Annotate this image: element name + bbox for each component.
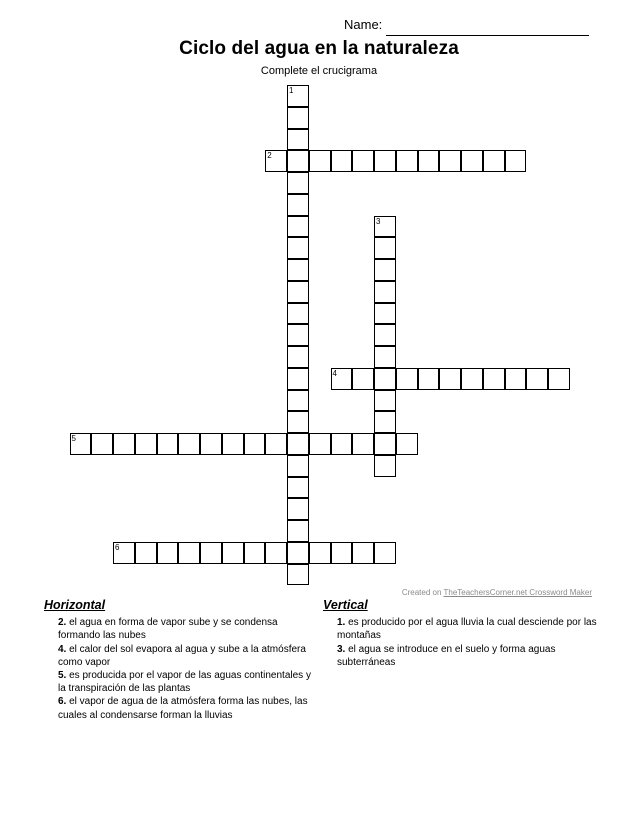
- clue-number: 2: [267, 151, 272, 161]
- grid-cell[interactable]: [374, 368, 396, 390]
- clue-item-text: es producida por el vapor de las aguas continentales y la transpiración de las plantas: [58, 670, 311, 695]
- name-line[interactable]: [386, 35, 589, 36]
- grid-cell[interactable]: [135, 433, 157, 455]
- grid-cell[interactable]: [157, 433, 179, 455]
- credit-prefix: Created on: [401, 588, 444, 597]
- grid-cell[interactable]: [396, 368, 418, 390]
- clue-item-number: 2.: [58, 617, 67, 629]
- grid-cell[interactable]: [309, 433, 331, 455]
- grid-cell[interactable]: [287, 150, 309, 172]
- across-clue-list: [44, 616, 312, 722]
- down-heading: Vertical: [323, 598, 368, 612]
- grid-cell[interactable]: [244, 542, 266, 564]
- grid-cell[interactable]: [374, 411, 396, 433]
- grid-cell[interactable]: [157, 542, 179, 564]
- grid-cell[interactable]: [374, 237, 396, 259]
- grid-cell[interactable]: [287, 433, 309, 455]
- down-clue-list: [323, 616, 599, 669]
- grid-cell[interactable]: [287, 368, 309, 390]
- grid-cell[interactable]: [287, 129, 309, 151]
- grid-cell[interactable]: [461, 368, 483, 390]
- grid-cell[interactable]: [287, 324, 309, 346]
- clue-number: 1: [289, 86, 294, 95]
- credit-link[interactable]: TheTeachersCorner.net Crossword Maker: [443, 588, 592, 597]
- clue-number: 4: [332, 368, 337, 378]
- grid-cell[interactable]: [439, 368, 461, 390]
- grid-cell[interactable]: [331, 150, 353, 172]
- clue-item-text: el calor del sol evapora al agua y sube a la atmósfera como vapor: [58, 643, 306, 668]
- grid-cell[interactable]: [505, 150, 527, 172]
- grid-cell[interactable]: [113, 433, 135, 455]
- page-subtitle: Complete el crucigrama: [260, 65, 378, 77]
- grid-cell[interactable]: [374, 542, 396, 564]
- grid-cell[interactable]: [374, 390, 396, 412]
- grid-cell[interactable]: [331, 433, 353, 455]
- grid-cell[interactable]: [461, 150, 483, 172]
- grid-cell[interactable]: [200, 433, 222, 455]
- grid-cell[interactable]: [287, 477, 309, 499]
- grid-cell[interactable]: [309, 150, 331, 172]
- grid-cell[interactable]: [374, 281, 396, 303]
- across-heading: Horizontal: [44, 598, 106, 612]
- clue-item-number: 3.: [337, 643, 346, 655]
- clue-item: [58, 616, 312, 642]
- grid-cell[interactable]: [287, 259, 309, 281]
- grid-cell[interactable]: [418, 150, 440, 172]
- clue-item-text: es producido por el agua lluvia la cual desciende por las montañas: [337, 617, 597, 642]
- clue-item: [337, 616, 599, 642]
- grid-cell[interactable]: [483, 150, 505, 172]
- grid-cell[interactable]: [374, 216, 396, 238]
- grid-cell[interactable]: [287, 281, 309, 303]
- clue-item: [58, 695, 312, 721]
- grid-cell[interactable]: [91, 433, 113, 455]
- grid-cell[interactable]: [374, 455, 396, 477]
- grid-cell[interactable]: [418, 368, 440, 390]
- grid-cell[interactable]: [287, 85, 309, 107]
- grid-cell[interactable]: [265, 433, 287, 455]
- name-label: Name:: [344, 17, 383, 32]
- grid-cell[interactable]: [135, 542, 157, 564]
- grid-cell[interactable]: [505, 368, 527, 390]
- clue-number: 3: [376, 216, 381, 226]
- grid-cell[interactable]: [287, 498, 309, 520]
- grid-cell[interactable]: [374, 433, 396, 455]
- grid-cell[interactable]: [265, 150, 287, 172]
- clue-item: [58, 643, 312, 669]
- grid-cell[interactable]: [287, 194, 309, 216]
- grid-cell[interactable]: [222, 433, 244, 455]
- grid-cell[interactable]: [374, 346, 396, 368]
- clue-number: 6: [115, 542, 120, 552]
- grid-cell[interactable]: [287, 564, 309, 586]
- page-title: Ciclo del agua en la naturaleza: [179, 38, 459, 59]
- grid-cell[interactable]: [287, 216, 309, 238]
- grid-cell[interactable]: [526, 368, 548, 390]
- clue-item-number: 1.: [337, 617, 346, 629]
- grid-cell[interactable]: [396, 433, 418, 455]
- grid-cell[interactable]: [287, 303, 309, 325]
- grid-cell[interactable]: [374, 259, 396, 281]
- grid-cell[interactable]: [178, 542, 200, 564]
- grid-cell[interactable]: [331, 368, 353, 390]
- grid-cell[interactable]: [374, 324, 396, 346]
- clue-item: [337, 643, 599, 669]
- grid-cell[interactable]: [222, 542, 244, 564]
- grid-cell[interactable]: [483, 368, 505, 390]
- down-clues: [323, 599, 599, 669]
- grid-cell[interactable]: [244, 433, 266, 455]
- across-clues: [44, 599, 312, 722]
- grid-cell[interactable]: [287, 411, 309, 433]
- grid-cell[interactable]: [439, 150, 461, 172]
- grid-cell[interactable]: [113, 542, 135, 564]
- grid-cell[interactable]: [548, 368, 570, 390]
- grid-cell[interactable]: [287, 455, 309, 477]
- grid-cell[interactable]: [70, 433, 92, 455]
- grid-cell[interactable]: [352, 542, 374, 564]
- grid-cell[interactable]: [265, 542, 287, 564]
- clue-number: 5: [71, 434, 76, 443]
- clue-item: [58, 669, 312, 695]
- grid-cell[interactable]: [396, 150, 418, 172]
- credit-text: [402, 588, 592, 597]
- clue-item-number: 6.: [58, 696, 67, 708]
- grid-cell[interactable]: [374, 303, 396, 325]
- grid-cell[interactable]: [287, 172, 309, 194]
- grid-cell[interactable]: [374, 150, 396, 172]
- grid-cell[interactable]: [352, 150, 374, 172]
- grid-cell[interactable]: [287, 107, 309, 129]
- grid-cell[interactable]: [331, 542, 353, 564]
- grid-cell[interactable]: [287, 390, 309, 412]
- clue-item-number: 5.: [58, 670, 67, 682]
- grid-cell[interactable]: [178, 433, 200, 455]
- clue-item-text: el vapor de agua de la atmósfera forma las nubes, las cuales al condensarse forman la lluvias: [58, 696, 308, 721]
- clue-item-number: 4.: [58, 643, 67, 655]
- clue-item-text: el agua en forma de vapor sube y se condensa formando las nubes: [58, 617, 278, 642]
- grid-cell[interactable]: [309, 542, 331, 564]
- grid-cell[interactable]: [200, 542, 222, 564]
- grid-cell[interactable]: [352, 433, 374, 455]
- grid-cell[interactable]: [352, 368, 374, 390]
- grid-cell[interactable]: [287, 542, 309, 564]
- grid-cell[interactable]: [287, 520, 309, 542]
- clue-item-text: el agua se introduce en el suelo y forma aguas subterráneas: [337, 643, 556, 668]
- grid-cell[interactable]: [287, 237, 309, 259]
- grid-cell[interactable]: [287, 346, 309, 368]
